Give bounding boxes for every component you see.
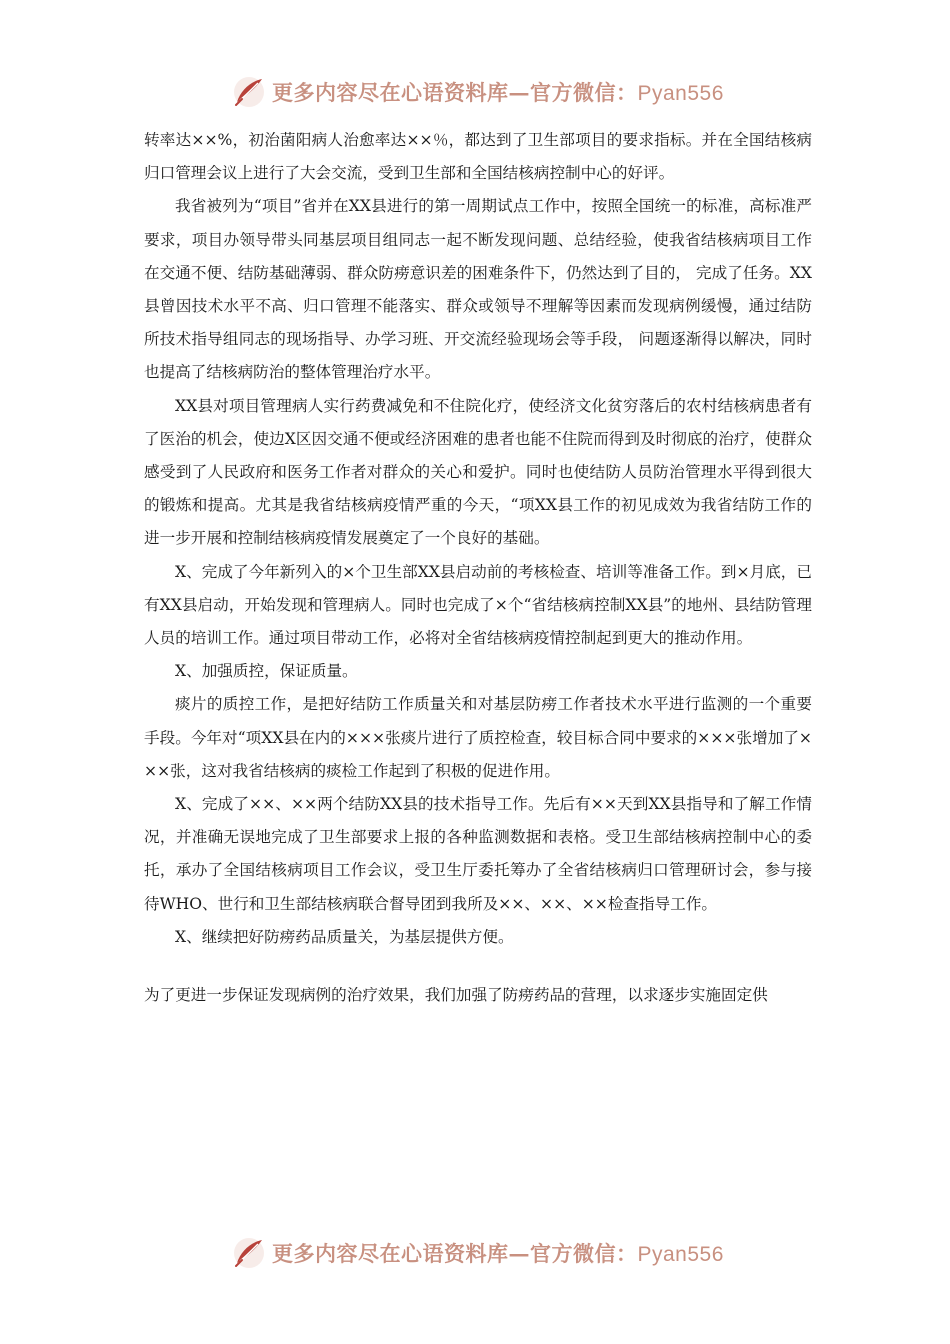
footer-brand-text: 更多内容尽在心语资料库—官方微信： [272,1241,638,1266]
paragraph-5: X、加强质控，保证质量。 [175,662,358,681]
paragraph-8: X、继续把好防痨药品质量关，为基层提供方便。 [175,927,514,946]
header-brand-text: 更多内容尽在心语资料库—官方微信： [272,80,638,105]
paragraph-2: 我省被列为“项目”省并在XX县进行的第一周期试点工作中，按照全国统一的标准，高标准严要求，项目办领导带头同基层项目组同志一起不断发现问题、总结经验，使我省结核病项目工作在交通不便、结防基础薄弱、群众防痨意识差的困难条件下，仍然达到了目的， 完成了任务。XX县曾因技术水平不高、归口管理不能落实、群众或领导不理解等因素而发现病例缓慢，通过结防所技术指导组同志的现场指导、办学习班、开交流经验现场会等手段， 问题逐渐得以解决，同时也提高了结核病防治的整体管理治疗水平。 [144,197,812,382]
paragraph-4: X、完成了今年新列入的×个卫生部XX县启动前的考核检查、培训等准备工作。到×月底，已有XX县启动，开始发现和管理病人。同时也完成了×个“省结核病控制XX县”的地州、县结防管理人员的培训工作。通过项目带动工作，必将对全省结核病疫情控制起到更大的推动作用。 [144,562,812,648]
footer-wechat-id: Pyan556 [637,1243,724,1266]
paragraph-6: 痰片的质控工作，是把好结防工作质量关和对基层防痨工作者技术水平进行监测的一个重要手段。今年对“项XX县在内的×××张痰片进行了质控检查，较目标合同中要求的×××张增加了×××张，这对我省结核病的痰检工作起到了积极的促进作用。 [144,695,812,780]
pen-logo-icon [232,75,266,109]
paragraph-1: 转率达××%，初治菌阳病人治愈率达××％，都达到了卫生部项目的要求指标。并在全国结核病归口管理会议上进行了大会交流，受到卫生部和全国结核病控制中心的好评。 [144,131,812,183]
footer-banner [232,1233,752,1273]
paragraph-3: XX县对项目管理病人实行药费减免和不住院化疗，使经济文化贫穷落后的农村结核病患者有了医治的机会，使边X区因交通不便或经济困难的患者也能不住院而得到及时彻底的治疗，使群众感受到了人民政府和医务工作者对群众的关心和爱护。同时也使结防人员防治管理水平得到很大的锻炼和提高。尤其是我省结核病疫情严重的今天，“项XX县工作的初见成效为我省结防工作的进一步开展和控制结核病疫情发展奠定了一个良好的基础。 [144,396,812,548]
document-body [144,124,812,1012]
header-banner-text [272,77,724,107]
paragraph-9: 为了更进一步保证发现病例的治疗效果，我们加强了防痨药品的营理，以求逐步实施固定供 [144,986,768,1005]
header-banner [232,72,752,112]
pen-logo-icon [232,1236,266,1270]
footer-banner-text [272,1238,724,1268]
paragraph-7: X、完成了××、××两个结防XX县的技术指导工作。先后有××天到XX县指导和了解工作情况，并准确无误地完成了卫生部要求上报的各种监测数据和表格。受卫生部结核病控制中心的委托，承办了全国结核病项目工作会议，受卫生厅委托筹办了全省结核病归口管理研讨会，参与接待WHO、世行和卫生部结核病联合督导团到我所及××、××、××检查指导工作。 [144,795,812,913]
header-wechat-id: Pyan556 [637,82,724,105]
